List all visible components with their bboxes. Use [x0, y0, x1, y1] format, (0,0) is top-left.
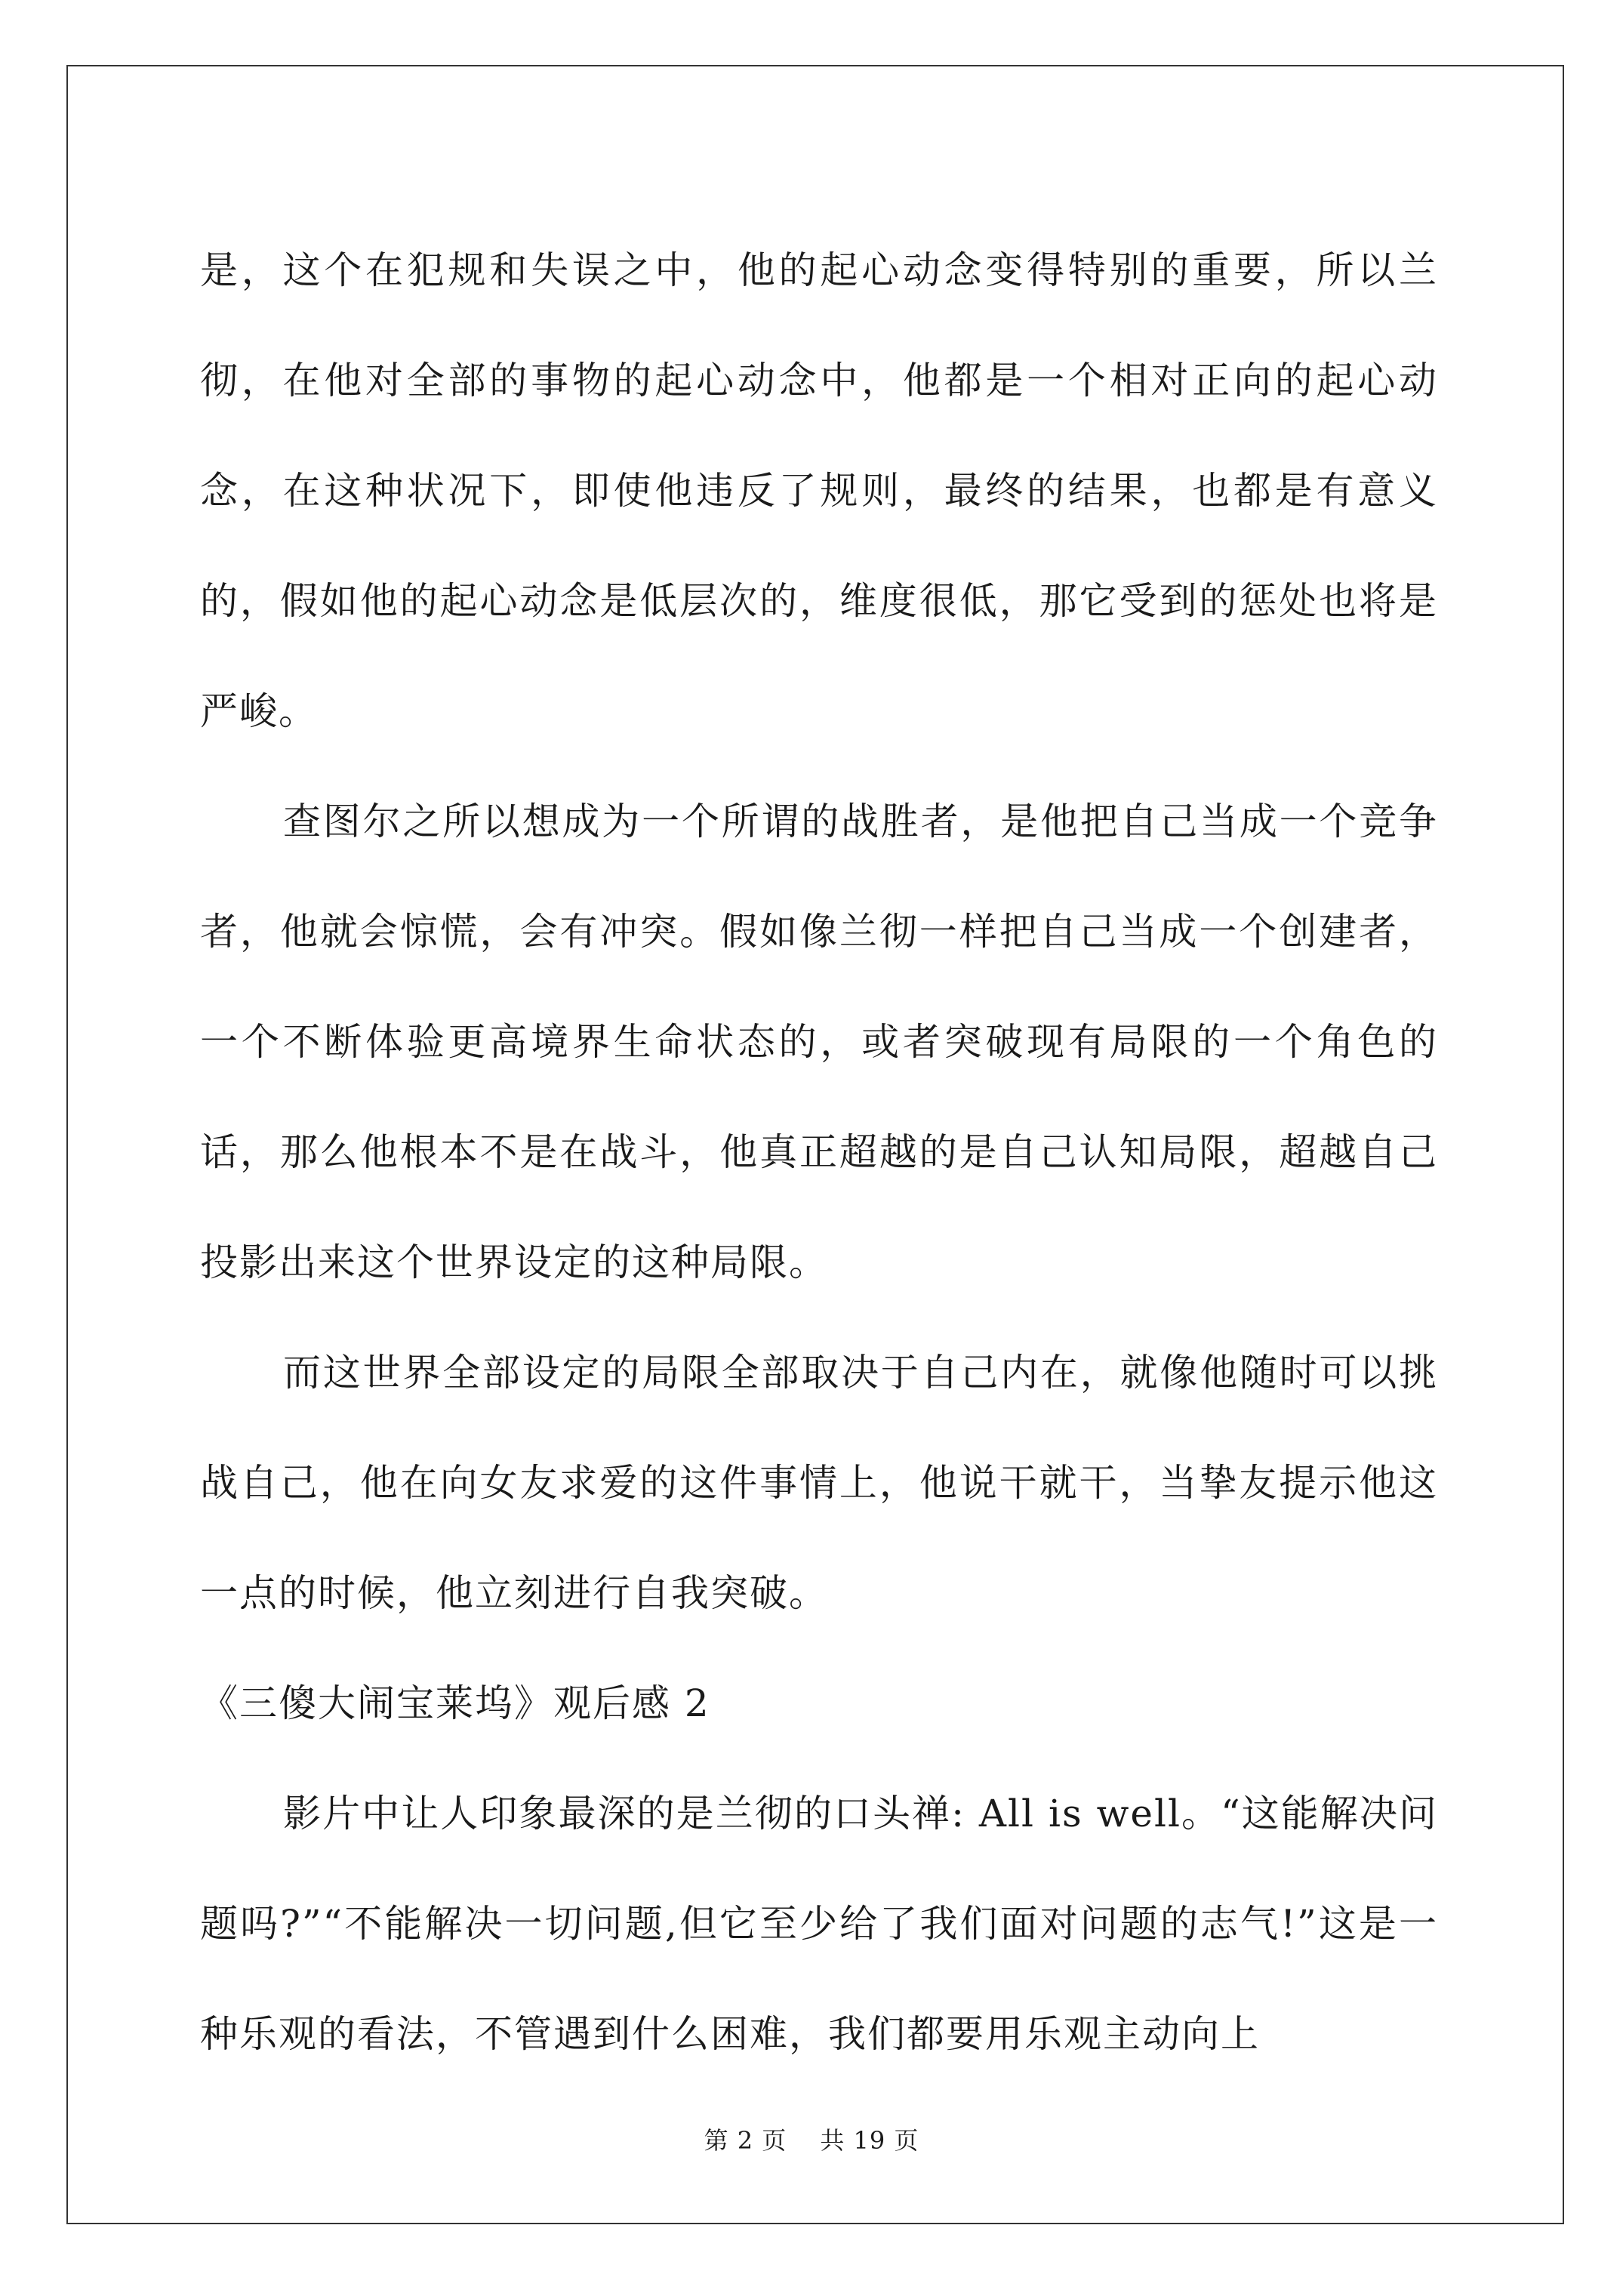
document-body	[200, 215, 1438, 2089]
page-number: 第 2 页	[704, 2126, 787, 2155]
paragraph-3: 而这世界全部设定的局限全部取决于自己内在，就像他随时可以挑战自己，他在向女友求爱的这件事情上，他说干就干，当挚友提示他这一点的时候，他立刻进行自我突破。	[200, 1351, 1438, 1615]
paragraph-1: 是，这个在犯规和失误之中，他的起心动念变得特别的重要，所以兰彻，在他对全部的事物的起心动念中，他都是一个相对正向的起心动念，在这种状况下，即使他违反了规则，最终的结果，也都是有意义的，假如他的起心动念是低层次的，维度很低，那它受到的惩处也将是严峻。	[200, 248, 1438, 733]
page-footer	[0, 2122, 1623, 2156]
paragraph-2: 查图尔之所以想成为一个所谓的战胜者，是他把自己当成一个竞争者，他就会惊慌，会有冲突。假如像兰彻一样把自己当成一个创建者，一个不断体验更高境界生命状态的，或者突破现有局限的一个角色的话，那么他根本不是在战斗，他真正超越的是自己认知局限，超越自己投影出来这个世界设定的这种局限。	[200, 800, 1438, 1284]
paragraph-4: 影片中让人印象最深的是兰彻的口头禅: All is well。“这能解决问题吗?”“不能解决一切问题,但它至少给了我们面对问题的志气!”这是一种乐观的看法，不管遇到什么困难，我们都要用乐观主动向上	[200, 1792, 1438, 2056]
section-heading: 《三傻大闹宝莱坞》观后感 2	[200, 1681, 710, 1725]
page-total: 共 19 页	[820, 2126, 919, 2155]
